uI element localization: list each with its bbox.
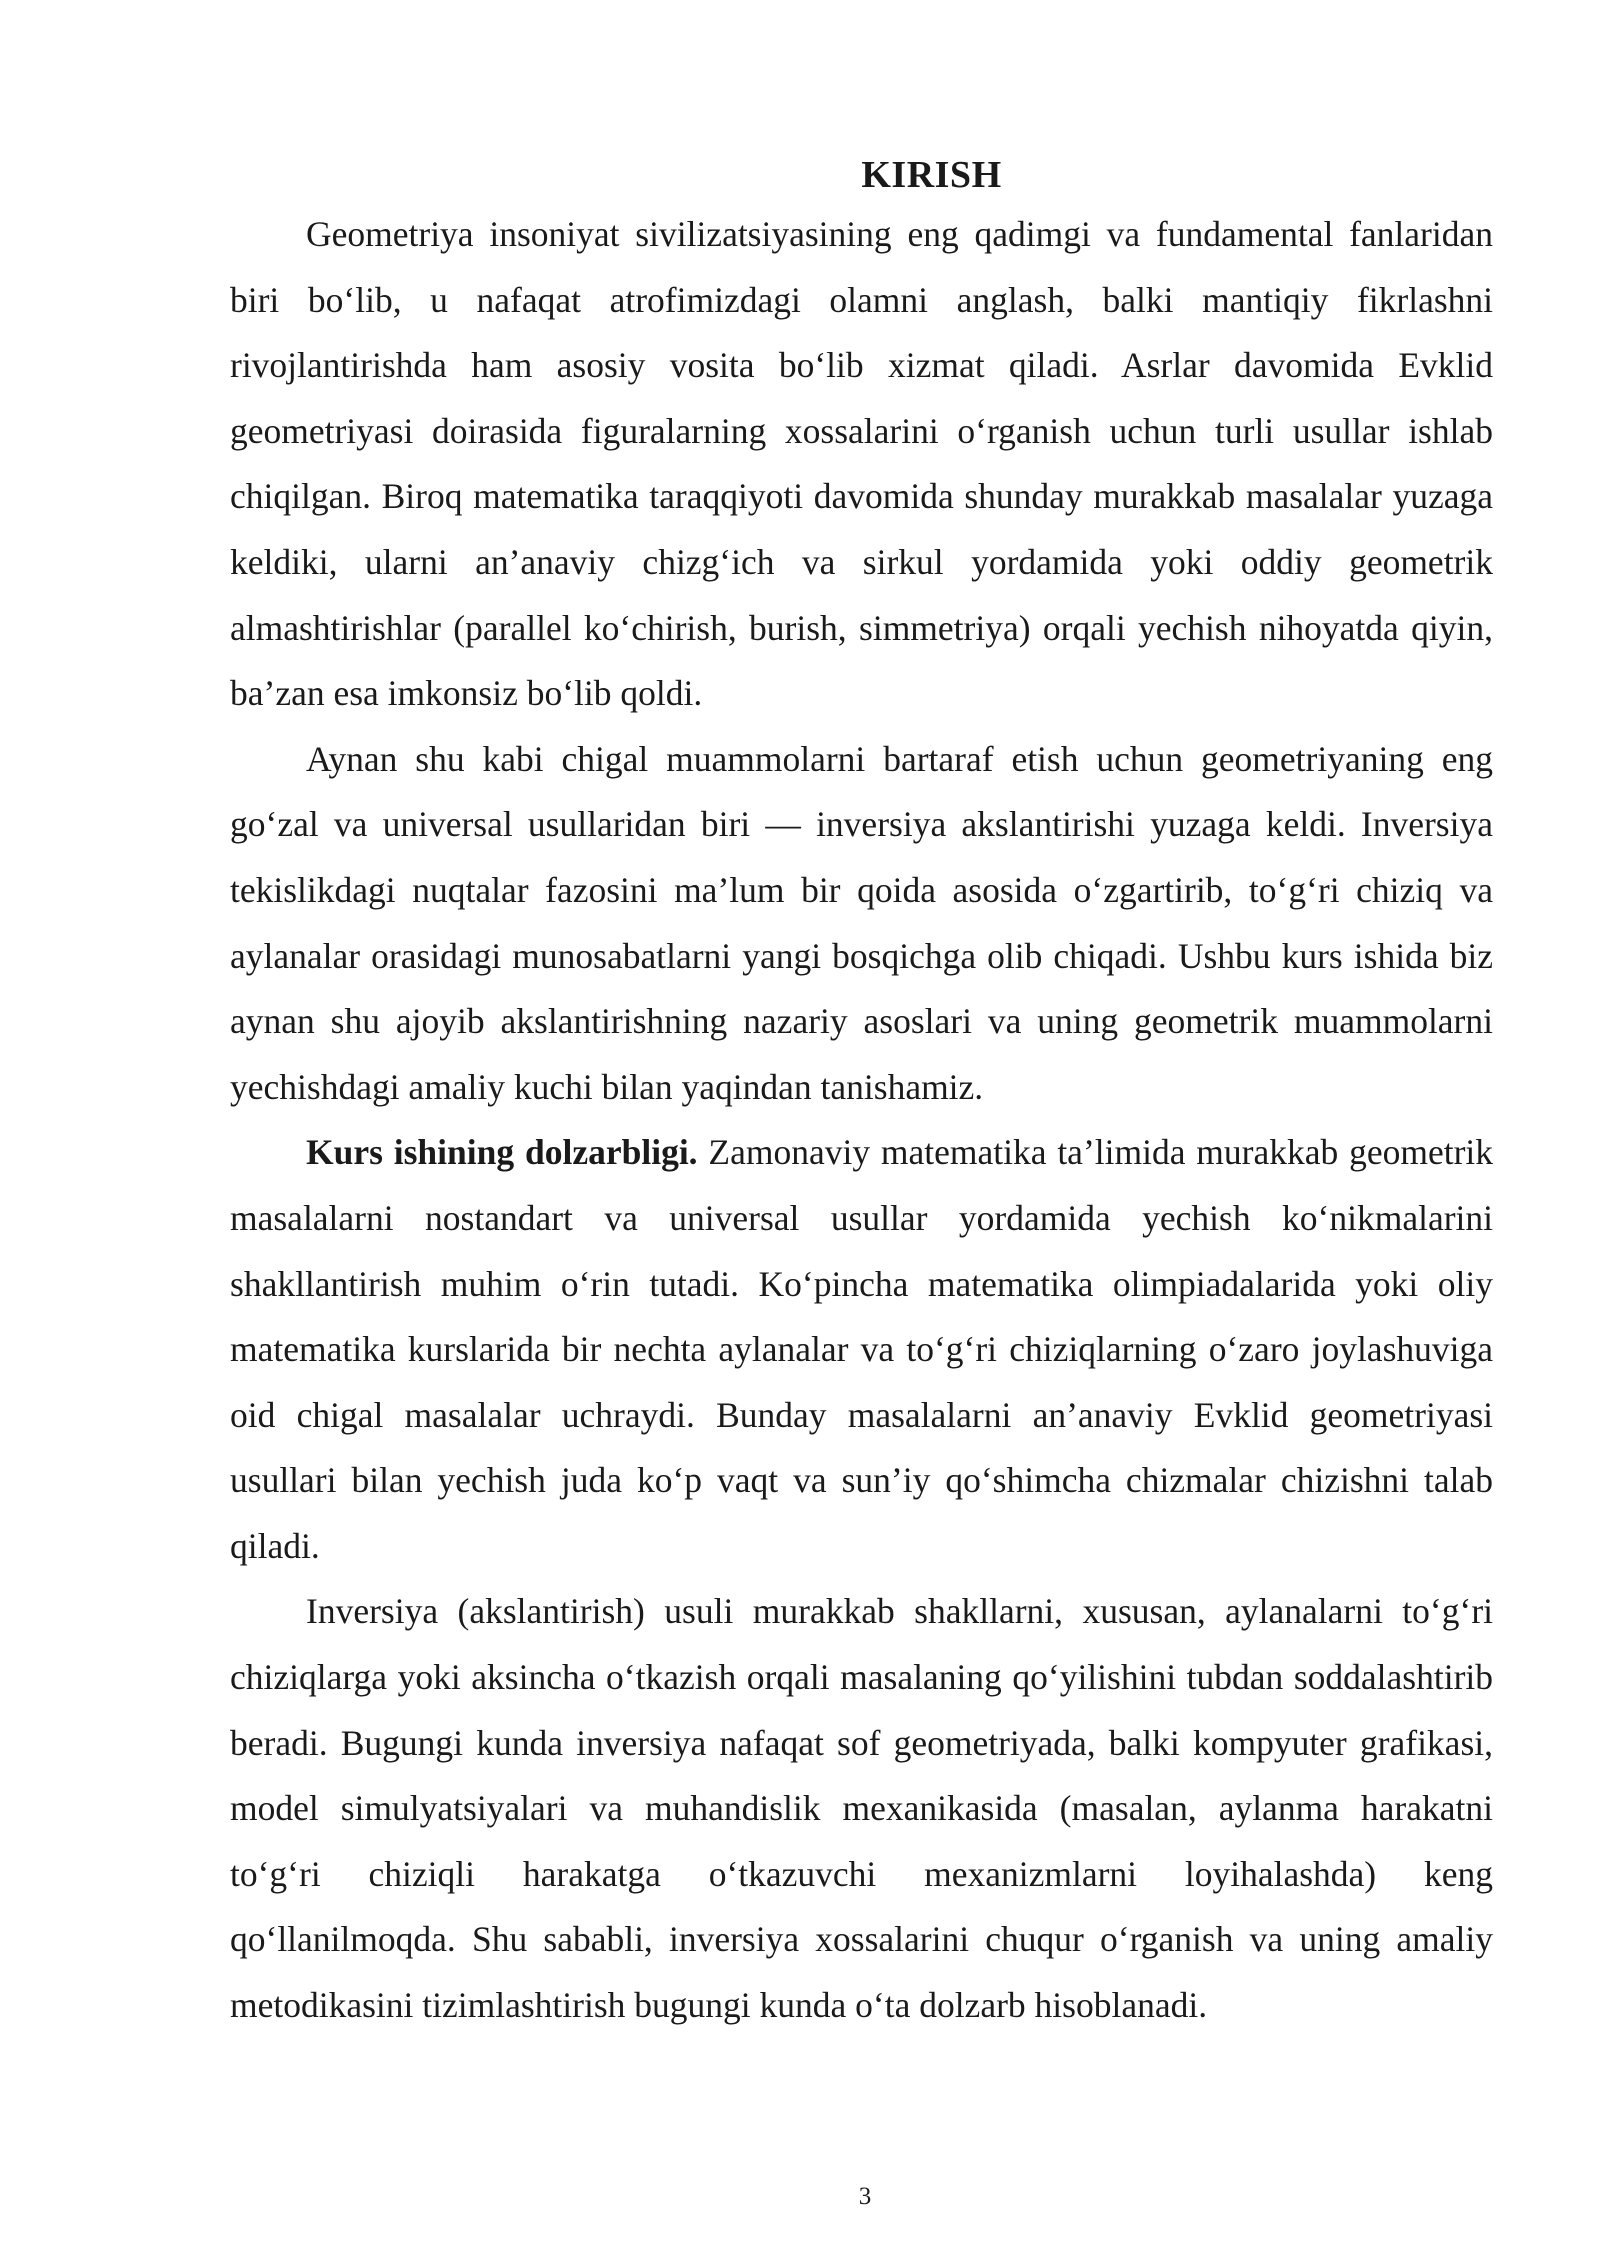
page-number: 3 — [858, 2183, 872, 2210]
paragraph-intro — [230, 202, 1493, 727]
paragraph-relevance — [230, 1120, 1493, 1579]
paragraph-text: Aynan shu kabi chigal muammolarni bartaraf etish uchun geometriyaning eng go‘zal va universal usullaridan biri — inversiya akslantirishi yuzaga keldi. Inversiya tekislikdagi nuqtalar fazosini ma’lum bir qoida asosida o‘zgartirib, to‘g‘ri chiziq va aylanalar orasidagi munosabatlarni yangi bosqichga olib chiqadi. Ushbu kurs ishida biz aynan shu ajoyib akslantirishning nazariy asoslari va uning geometrik muammolarni yechishdagi amaliy kuchi bilan yaqindan tanishamiz. — [230, 738, 1493, 1107]
paragraph-text: Geometriya insoniyat sivilizatsiyasining eng qadimgi va fundamental fanlaridan biri bo‘lib, u nafaqat atrofimizdagi olamni anglash, balki mantiqiy fikrlashni rivojlantirishda ham asosiy vosita bo‘lib xizmat qiladi. Asrlar davomida Evklid geometriyasi doirasida figuralarning xossalarini o‘rganish uchun turli usullar ishlab chiqilgan. Biroq matematika taraqqiyoti davomida shunday murakkab masalalar yuzaga keldiki, ularni an’anaviy chizg‘ich va sirkul yordamida yoki oddiy geometrik almashtirishlar (parallel ko‘chirish, burish, simmetriya) orqali yechish nihoyatda qiyin, ba’zan esa imkonsiz bo‘lib qoldi. — [230, 214, 1493, 714]
paragraph-text: Inversiya (akslantirish) usuli murakkab shakllarni, xususan, aylanalarni to‘g‘ri chiziqlarga yoki aksincha o‘tkazish orqali masalaning qo‘yilishini tubdan soddalashtirib beradi. Bugungi kunda inversiya nafaqat sof geometriyada, balki kompyuter grafikasi, model simulyatsiyalari va muhandislik mexanikasida (masalan, aylanma harakatni to‘g‘ri chiziqli harakatga o‘tkazuvchi mexanizmlarni loyihalashda) keng qo‘llanilmoqda. Shu sababli, inversiya xossalarini chuqur o‘rganish va uning amaliy metodikasini tizimlashtirish bugungi kunda o‘ta dolzarb hisoblanadi. — [230, 1591, 1493, 2026]
paragraph-lead: Kurs ishining dolzarbligi. — [306, 1132, 698, 1173]
paragraph-text: Zamonaviy matematika ta’limida murakkab geometrik masalalarni nostandart va universal usullar yordamida yechish ko‘nikmalarini shakllantirish muhim o‘rin tutadi. Ko‘pincha matematika olimpiadalarida yoki oliy matematika kurslarida bir nechta aylanalar va to‘g‘ri chiziqlarning o‘zaro joylashuviga oid chigal masalalar uchraydi. Bunday masalalarni an’anaviy Evklid geometriyasi usullari bilan yechish juda ko‘p vaqt va sun’iy qo‘shimcha chizmalar chizishni talab qiladi. — [230, 1132, 1494, 1566]
paragraph-inversion — [230, 727, 1493, 1121]
document-page — [230, 148, 1493, 2039]
section-heading: KIRISH — [861, 154, 1002, 196]
paragraph-applications — [230, 1579, 1493, 2038]
